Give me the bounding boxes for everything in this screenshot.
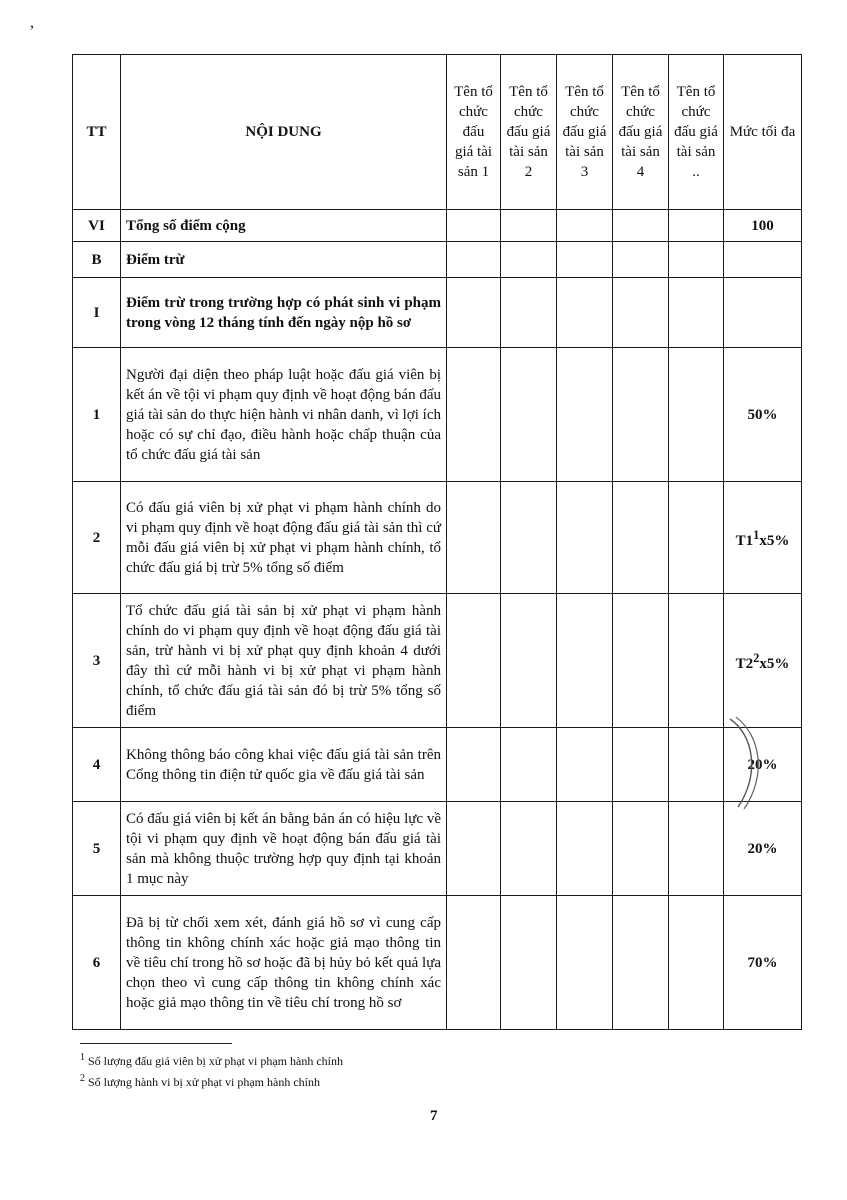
score-cell[interactable] <box>669 594 724 728</box>
table-row <box>73 278 802 348</box>
score-cell[interactable] <box>613 242 669 278</box>
formula-rate: x5% <box>759 655 790 672</box>
row-content: Đã bị từ chối xem xét, đánh giá hồ sơ vì cung cấp thông tin không chính xác hoặc giả mạo thông tin về tiêu chí trong hồ sơ hoặc đã bị hủy bỏ kết quả lựa chọn theo vì cung cấp thông tin không chính xác hoặc giả mạo thông tin về tiêu chí trong hồ sơ <box>121 896 447 1030</box>
table-row <box>73 210 802 242</box>
row-max <box>724 242 802 278</box>
score-cell[interactable] <box>557 594 613 728</box>
table-row <box>73 482 802 594</box>
footnote-text: Số lượng đấu giá viên bị xử phạt vi phạm hành chính <box>88 1054 343 1068</box>
row-tt: 1 <box>73 348 121 482</box>
score-cell[interactable] <box>669 210 724 242</box>
row-tt: 5 <box>73 802 121 896</box>
scan-speck: , <box>30 14 34 31</box>
footnote-item <box>80 1070 343 1091</box>
score-cell[interactable] <box>613 896 669 1030</box>
row-tt: I <box>73 278 121 348</box>
header-noi-dung: NỘI DUNG <box>121 55 447 210</box>
score-cell[interactable] <box>613 728 669 802</box>
row-content: Có đấu giá viên bị xử phạt vi phạm hành chính do vi phạm quy định về hoạt động đấu giá tài sản thì cứ mỗi đấu giá viên bị xử phạt vi phạm hành chính, tổ chức đấu giá bị trừ 5% tổng số điểm <box>121 482 447 594</box>
score-cell[interactable] <box>557 210 613 242</box>
formula-rate: x5% <box>759 532 790 549</box>
footnote-item <box>80 1049 343 1070</box>
score-cell[interactable] <box>447 728 501 802</box>
row-max: 100 <box>724 210 802 242</box>
score-cell[interactable] <box>669 802 724 896</box>
header-org-4: Tên tổ chức đấu giá tài sản 4 <box>613 55 669 210</box>
table-row <box>73 896 802 1030</box>
header-tt: TT <box>73 55 121 210</box>
score-cell[interactable] <box>501 896 557 1030</box>
score-cell[interactable] <box>557 896 613 1030</box>
row-content: Tổ chức đấu giá tài sản bị xử phạt vi phạm hành chính do vi phạm quy định về hoạt động đấu giá tài sản, trừ hành vi bị xử phạt quy định khoản 4 dưới đây thì cứ mỗi hành vi bị xử phạt vi phạm hành chính, tổ chức đấu giá tài sản đó bị trừ 5% tổng số điểm <box>121 594 447 728</box>
score-cell[interactable] <box>557 348 613 482</box>
header-org-5: Tên tổ chức đấu giá tài sản .. <box>669 55 724 210</box>
score-cell[interactable] <box>613 482 669 594</box>
row-max <box>724 278 802 348</box>
score-cell[interactable] <box>501 278 557 348</box>
row-max-formula <box>724 594 802 728</box>
score-cell[interactable] <box>613 278 669 348</box>
table-header-row <box>73 55 802 210</box>
row-max: 70% <box>724 896 802 1030</box>
row-max: 50% <box>724 348 802 482</box>
page-number: 7 <box>430 1108 438 1124</box>
score-cell[interactable] <box>447 210 501 242</box>
score-cell[interactable] <box>447 594 501 728</box>
row-content: Có đấu giá viên bị kết án bằng bản án có hiệu lực về tội vi phạm quy định về hoạt động bán đấu giá tài sản mà không thuộc trường hợp quy định tại khoản 1 mục này <box>121 802 447 896</box>
score-cell[interactable] <box>501 728 557 802</box>
row-content: Điểm trừ <box>121 242 447 278</box>
row-content: Không thông báo công khai việc đấu giá tài sản trên Cổng thông tin điện tử quốc gia về đấu giá tài sản <box>121 728 447 802</box>
footnotes <box>80 1043 343 1091</box>
row-max: 20% <box>724 802 802 896</box>
score-cell[interactable] <box>669 482 724 594</box>
score-cell[interactable] <box>557 242 613 278</box>
score-cell[interactable] <box>613 802 669 896</box>
footnote-ref: 2 <box>753 650 760 665</box>
score-cell[interactable] <box>447 802 501 896</box>
score-cell[interactable] <box>613 348 669 482</box>
score-cell[interactable] <box>669 896 724 1030</box>
header-muc-toi-da: Mức tối đa <box>724 55 802 210</box>
score-cell[interactable] <box>447 896 501 1030</box>
footnote-text: Số lượng hành vi bị xử phạt vi phạm hành chính <box>88 1075 320 1089</box>
footnote-mark: 2 <box>80 1073 85 1084</box>
score-cell[interactable] <box>501 210 557 242</box>
score-cell[interactable] <box>447 278 501 348</box>
formula-var: T2 <box>735 655 754 672</box>
score-cell[interactable] <box>501 348 557 482</box>
row-tt: 4 <box>73 728 121 802</box>
row-tt: 6 <box>73 896 121 1030</box>
score-cell[interactable] <box>557 482 613 594</box>
footnote-mark: 1 <box>80 1052 85 1063</box>
score-cell[interactable] <box>669 278 724 348</box>
score-cell[interactable] <box>669 242 724 278</box>
scoring-table <box>72 54 802 1030</box>
row-content: Điểm trừ trong trường hợp có phát sinh vi phạm trong vòng 12 tháng tính đến ngày nộp hồ sơ <box>121 278 447 348</box>
score-cell[interactable] <box>501 242 557 278</box>
table-row <box>73 728 802 802</box>
row-content: Người đại diện theo pháp luật hoặc đấu giá viên bị kết án về tội vi phạm quy định về hoạt động bán đấu giá tài sản do thực hiện hành vi nhân danh, vì lợi ích hoặc có sự chỉ đạo, điều hành hoặc chấp thuận của tổ chức đấu giá tài sản <box>121 348 447 482</box>
score-cell[interactable] <box>447 348 501 482</box>
header-org-2: Tên tổ chức đấu giá tài sản 2 <box>501 55 557 210</box>
score-cell[interactable] <box>613 210 669 242</box>
score-cell[interactable] <box>557 278 613 348</box>
row-tt: B <box>73 242 121 278</box>
formula-var: T1 <box>735 532 754 549</box>
row-tt: 3 <box>73 594 121 728</box>
table-row <box>73 802 802 896</box>
score-cell[interactable] <box>669 348 724 482</box>
footnote-ref: 1 <box>753 527 760 542</box>
score-cell[interactable] <box>447 482 501 594</box>
row-tt: 2 <box>73 482 121 594</box>
score-cell[interactable] <box>501 802 557 896</box>
score-cell[interactable] <box>501 482 557 594</box>
table-row <box>73 242 802 278</box>
score-cell[interactable] <box>669 728 724 802</box>
table-row <box>73 348 802 482</box>
row-tt: VI <box>73 210 121 242</box>
table-row <box>73 594 802 728</box>
header-org-1: Tên tổ chức đấu giá tài sản 1 <box>447 55 501 210</box>
header-org-3: Tên tổ chức đấu giá tài sản 3 <box>557 55 613 210</box>
score-cell[interactable] <box>501 594 557 728</box>
score-cell[interactable] <box>447 242 501 278</box>
seal-stamp-fragment <box>724 715 764 810</box>
score-cell[interactable] <box>613 594 669 728</box>
row-max: 20% <box>724 728 802 802</box>
score-cell[interactable] <box>557 802 613 896</box>
row-max-formula <box>724 482 802 594</box>
score-cell[interactable] <box>557 728 613 802</box>
row-content: Tổng số điểm cộng <box>121 210 447 242</box>
